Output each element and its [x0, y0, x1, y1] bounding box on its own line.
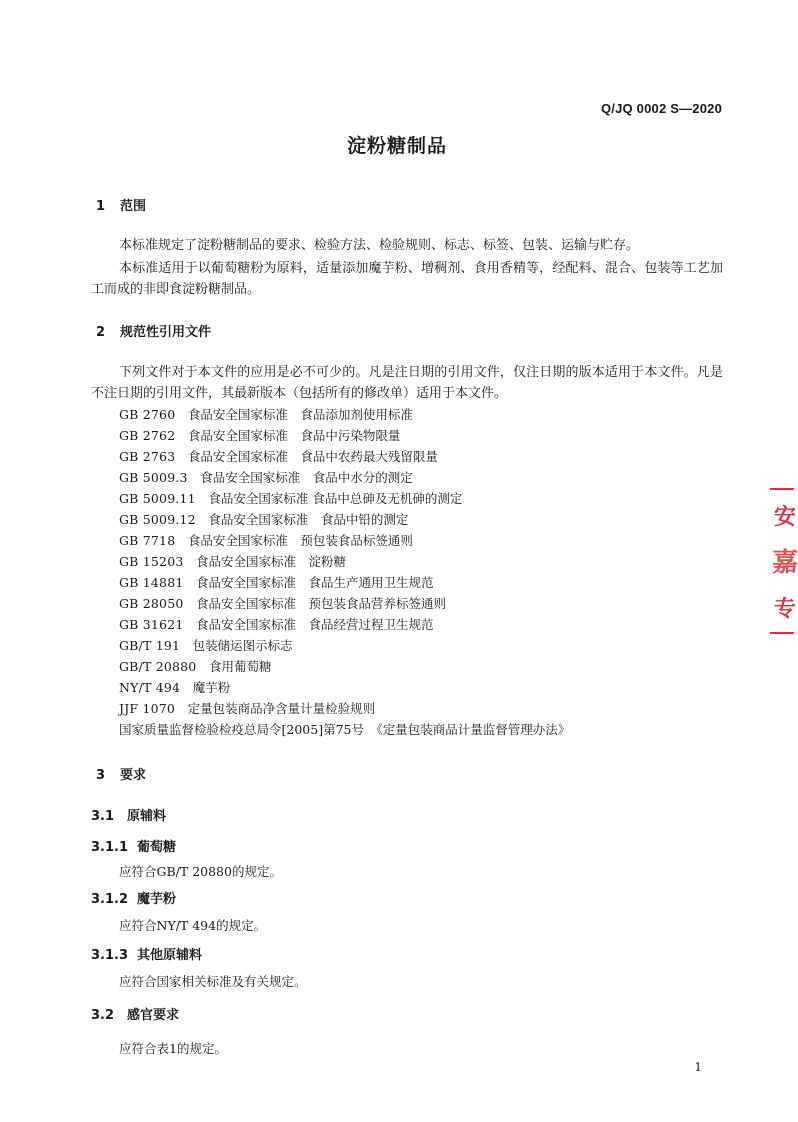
reference-code: GB 5009.12: [119, 512, 196, 527]
reference-item: [119, 615, 434, 633]
reference-item: [119, 699, 375, 717]
section-3-1-1-heading: [91, 836, 176, 855]
reference-code: GB 2762: [119, 428, 176, 443]
section-title: 其他原辅料: [137, 948, 203, 963]
section-3-heading: [96, 764, 146, 783]
reference-code: GB 2760: [119, 407, 176, 422]
section-number: 2: [96, 325, 106, 340]
reference-code: GB 14881: [119, 575, 184, 590]
section-title: 感官要求: [127, 1008, 180, 1023]
section-3-1-heading: [91, 805, 166, 824]
section-3-1-2-heading: [91, 888, 176, 907]
reference-code: GB 5009.11: [119, 491, 196, 506]
section-3-1-1-body: 应符合GB/T 20880的规定。: [119, 864, 282, 879]
stamp-border-top: [770, 488, 794, 490]
reference-title: 食品安全国家标准 食品中水分的测定: [200, 470, 413, 485]
reference-item: [119, 489, 462, 507]
reference-title: 食品安全国家标准 食品中总砷及无机砷的测定: [208, 491, 463, 506]
reference-title: 食品安全国家标准 食品中农药最大残留限量: [187, 449, 438, 464]
section-3-1-3-heading: [91, 944, 202, 963]
reference-code: GB 2763: [119, 449, 176, 464]
reference-title: 定量包装商品净含量计量检验规则: [187, 701, 376, 716]
reference-title: 包装储运图示标志: [192, 638, 293, 653]
reference-item: [119, 552, 346, 570]
reference-code: GB 5009.3: [119, 470, 188, 485]
reference-title: 食品安全国家标准 淀粉糖: [196, 554, 347, 569]
reference-item: [119, 531, 413, 549]
stamp-char: 专: [774, 596, 797, 622]
section-title: 要求: [120, 768, 147, 783]
reference-code: GB/T 20880: [119, 659, 197, 674]
reference-title: 食品安全国家标准 预包装食品营养标签通则: [196, 596, 447, 611]
reference-code: GB/T 191: [119, 638, 181, 653]
scope-paragraph-2: 本标准适用于以葡萄糖粉为原料，适量添加魔芋粉、增稠剂、食用香精等，经配料、混合、包装等工艺加工而成的非即食淀粉糖制品。: [91, 261, 723, 297]
section-title: 葡萄糖: [137, 840, 177, 855]
page-number: 1: [694, 1060, 702, 1074]
references-intro: 下列文件对于本文件的应用是必不可少的。凡是注日期的引用文件，仅注日期的版本适用于本文件。凡是不注日期的引用文件，其最新版本（包括所有的修改单）适用于本文件。: [91, 365, 723, 401]
section-title: 规范性引用文件: [120, 325, 212, 340]
section-number: 3.1.1: [91, 840, 129, 855]
reference-item: [119, 468, 413, 486]
reference-item: [119, 636, 293, 654]
reference-code: GB 28050: [119, 596, 184, 611]
stamp-char: 安: [774, 504, 797, 530]
section-number: 3: [96, 768, 106, 783]
reference-code: JJF 1070: [119, 701, 176, 716]
document-number: Q/JQ 0002 S—2020: [601, 101, 722, 116]
reference-title: 食品安全国家标准 食品中铅的测定: [208, 512, 409, 527]
scope-paragraph-1: 本标准规定了淀粉糖制品的要求、检验方法、检验规则、标志、标签、包装、运输与贮存。: [119, 238, 640, 253]
reference-item: [119, 405, 413, 423]
reference-code: GB 7718: [119, 533, 176, 548]
section-1-heading: [96, 195, 146, 214]
reference-title: 魔芋粉: [192, 680, 231, 695]
section-title: 原辅料: [127, 809, 167, 824]
section-title: 范围: [120, 199, 147, 214]
section-number: 3.1.3: [91, 948, 129, 963]
reference-title: 食品安全国家标准 食品中污染物限量: [187, 428, 401, 443]
section-3-1-2-body: 应符合NY/T 494的规定。: [119, 918, 267, 933]
section-number: 3.1: [91, 809, 115, 824]
reference-item: [119, 447, 438, 465]
section-number: 3.1.2: [91, 892, 129, 907]
reference-item: [119, 657, 272, 675]
section-number: 3.2: [91, 1008, 115, 1023]
section-3-2-heading: [91, 1004, 179, 1023]
reference-code: 国家质量监督检验检疫总局令[2005]第75号: [119, 722, 364, 737]
reference-item: [119, 573, 434, 591]
reference-item: [119, 594, 446, 612]
reference-title: 食品安全国家标准 食品经营过程卫生规范: [196, 617, 434, 632]
section-3-1-3-body: 应符合国家相关标准及有关规定。: [119, 974, 307, 989]
stamp-char: 嘉: [772, 548, 798, 578]
reference-code: NY/T 494: [119, 680, 181, 695]
reference-item: [119, 678, 230, 696]
reference-title: 食用葡萄糖: [208, 659, 272, 674]
section-2-heading: [96, 321, 211, 340]
stamp-border-bottom: [770, 632, 794, 634]
reference-item: [119, 720, 570, 738]
document-title: 淀粉糖制品: [346, 135, 447, 157]
section-title: 魔芋粉: [137, 892, 177, 907]
reference-code: GB 15203: [119, 554, 184, 569]
reference-title: 食品安全国家标准 预包装食品标签通则: [187, 533, 413, 548]
reference-title: 《定量包装商品计量监督管理办法》: [376, 722, 571, 737]
reference-title: 食品安全国家标准 食品生产通用卫生规范: [196, 575, 434, 590]
reference-code: GB 31621: [119, 617, 184, 632]
section-3-2-body: 应符合表1的规定。: [119, 1041, 227, 1056]
reference-item: [119, 510, 408, 528]
section-number: 1: [96, 199, 106, 214]
reference-title: 食品安全国家标准 食品添加剂使用标准: [187, 407, 413, 422]
seal-stamp: [764, 480, 798, 640]
reference-item: [119, 426, 400, 444]
